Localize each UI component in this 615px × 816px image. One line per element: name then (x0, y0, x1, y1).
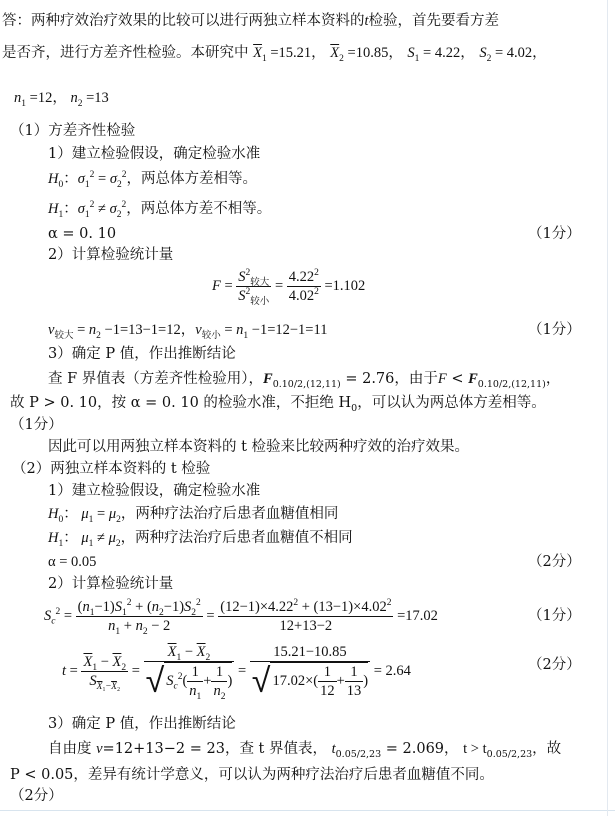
part2-score-1: （2分） (528, 554, 581, 570)
part2-score-4: （2分） (10, 788, 63, 804)
part2-heading: （2）两独立样本资料的 t 检验 (12, 461, 211, 477)
part1-conclusion: 故 P > 0. 10，按 α = 0. 10 的检验水准，不拒绝 $H_0$，可以认为两总体方差相等。 (10, 395, 546, 414)
intro-sample-sizes: $n_1 =12$， $n_2 =13$ (14, 90, 109, 109)
sd-s2: $S_2 = 4.02$， (479, 45, 547, 64)
sd-s1: $S_1 = 4.22$， (407, 45, 475, 64)
part1-step1: 1）建立检验假设，确定检验水准 (48, 146, 261, 162)
part2-h0: $H_0$： $\mu_1 = \mu_2$，两种疗法治疗后患者血糖值相同 (48, 506, 339, 525)
part1-h0: $H_0$：$\sigma_1^2 = \sigma_2^2$，两总体方差相等。 (48, 170, 257, 190)
part1-lookup: 查 F 界值表（方差齐性检验用），$F_{0.10/2,(12,11)} = 2.76$，由于$F < F_{0.10/2,(12,11)}$， (48, 371, 561, 390)
page-right-border (607, 0, 608, 816)
part2-alpha: α = 0.05 (48, 554, 97, 570)
part1-therefore: 因此可以用两独立样本资料的 t 检验来比较两种疗效的治疗效果。 (48, 439, 470, 455)
part1-df-line: $\nu_{较大} = n_2 -1=13-1=12$，$\nu_{较小} = n_1 -1=12-1=11$ (48, 322, 328, 341)
part1-score-3: （1分） (10, 417, 63, 433)
part2-step1: 1）建立检验假设，确定检验水准 (48, 483, 261, 499)
part2-sc-formula: $S_c^2$ = $\frac{(n_1-1)S_1^2 + (n_2-1)S_2^2}{n_1 + n_2 - 2}$ = $\frac{(12-1)\times 4.22^2 + (13-1)\times 4.02^2}{12+13-2}$ =17.02 (44, 598, 438, 637)
intro-line-1: 答：两种疗效治疗效果的比较可以进行两独立样本资料的t检验，首先要看方差 (2, 13, 500, 29)
part2-score-2: （1分） (528, 608, 581, 624)
part2-score-3: （2分） (528, 657, 581, 673)
part2-conclusion: P < 0.05，差异有统计学意义，可以认为两种疗法治疗后患者血糖值不同。 (10, 767, 494, 783)
part2-step2: 2）计算检验统计量 (48, 576, 174, 592)
part1-score-2: （1分） (528, 322, 581, 338)
part1-f-formula: F = $\frac{S^2_{较大}}{S^2_{较小}}$ = $\frac{4.22^2}{4.02^2}$ =1.102 (212, 268, 366, 307)
mean-x1: $\overline{X}_1 =15.21$， (253, 45, 326, 64)
page-bottom-border (0, 810, 615, 811)
intro-line-2: 是否齐，进行方差齐性检验。本研究中 $\overline{X}_1 =15.21$， $\overline{X}_2 =10.85$， $S_1 = 4.22$， $S_2 = 4.02$， (2, 45, 547, 64)
part1-alpha: α = 0. 10 (48, 226, 117, 242)
part1-heading: （1）方差齐性检验 (10, 123, 136, 139)
mean-x2: $\overline{X}_2 =10.85$， (330, 45, 403, 64)
part1-h1: $H_1$：$\sigma_1^2 \ne \sigma_2^2$，两总体方差不相等。 (48, 200, 272, 220)
part1-step3: 3）确定 P 值，作出推断结论 (48, 346, 236, 362)
part1-step2: 2）计算检验统计量 (48, 247, 174, 263)
part2-step3: 3）确定 P 值，作出推断结论 (48, 716, 236, 732)
part2-df-line: 自由度 ν=12+13−2 = 23，查 t 界值表， $t_{0.05/2,23} = 2.069$， $t > t_{0.05/2,23}$，故 (48, 741, 562, 760)
part2-h1: $H_1$： $\mu_1 \ne \mu_2$，两种疗法治疗后患者血糖值不相同 (48, 530, 353, 549)
part1-score-1: （1分） (528, 226, 581, 242)
part2-t-formula: t = $\frac{\overline{X}_1 - \overline{X}_2}{S_{\overline{X}_1-\overline{X}_2}}$ = $\overline{X}_1 - \overline{X}_2$ √ $S_c^2$( $\frac{1}{n_1}$ + $\frac{1}{n_2}$ ) = 15.21−10.85 √ 17.02×( $\frac{1}{12}$ + $\frac{1}{13}$ ) = 2.64 (62, 644, 411, 702)
